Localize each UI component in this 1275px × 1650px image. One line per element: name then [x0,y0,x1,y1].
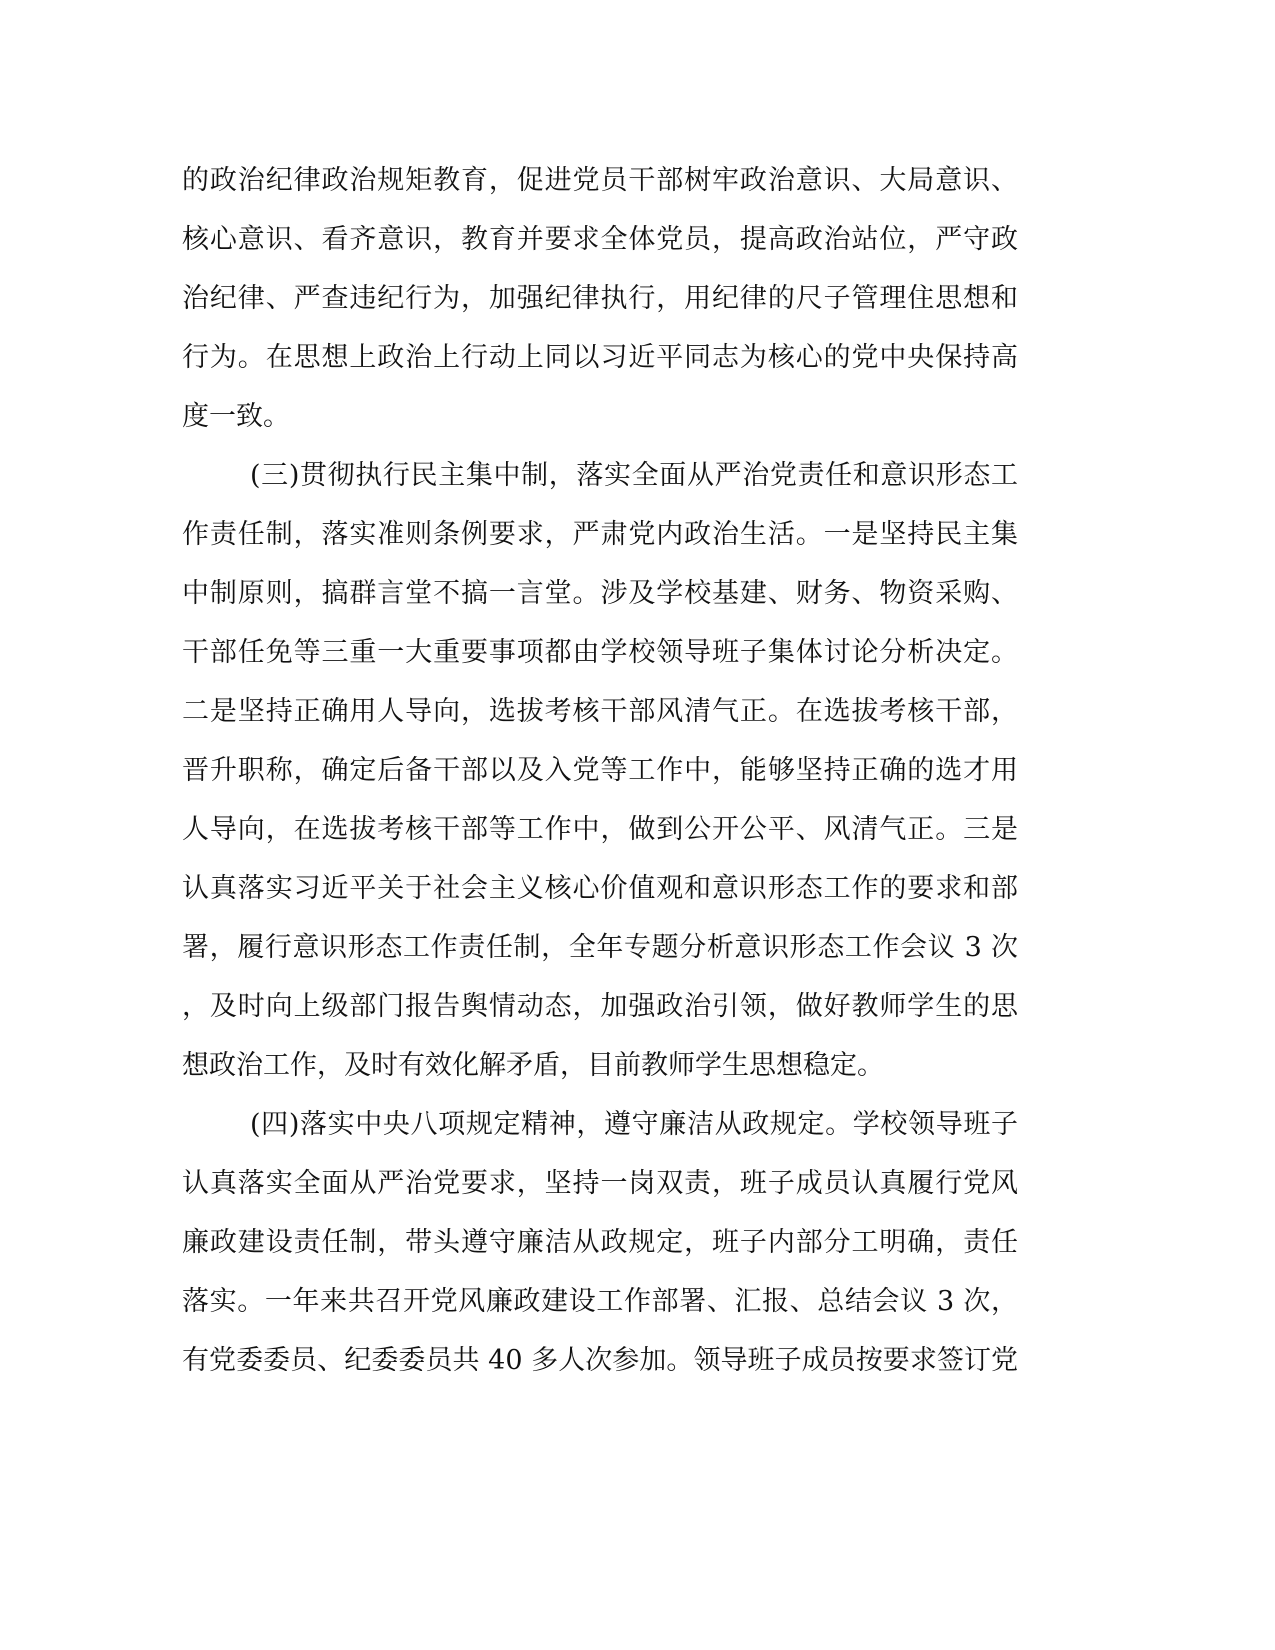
section-heading-line: (三)贯彻执行民主集中制，落实全面从严治党责任和意识形态工 [250,460,1018,491]
section-heading-line: (四)落实中央八项规定精神，遵守廉洁从政规定。学校领导班子 [250,1109,1018,1140]
text-line: 廉政建设责任制，带头遵守廉洁从政规定，班子内部分工明确，责任 [182,1227,1018,1258]
paragraph-eight-regulations [182,1095,1018,1390]
text-line: 晋升职称，确定后备干部以及入党等工作中，能够坚持正确的选才用 [182,755,1018,786]
text-line: 核心意识、看齐意识，教育并要求全体党员，提高政治站位，严守政 [182,224,1018,255]
text-line: 治纪律、严查违纪行为，加强纪律执行，用纪律的尺子管理住思想和 [182,283,1018,314]
text-line: 行为。在思想上政治上行动上同以习近平同志为核心的党中央保持高 [182,342,1018,373]
paragraph-democratic-centralism [182,446,1018,1095]
text-line: ，及时向上级部门报告舆情动态，加强政治引领，做好教师学生的思 [182,991,1018,1022]
text-line: 有党委委员、纪委委员共 40 多人次参加。领导班子成员按要求签订党 [182,1345,1018,1376]
text-line: 作责任制，落实准则条例要求，严肃党内政治生活。一是坚持民主集 [182,519,1018,550]
paragraph-political-discipline [182,151,1018,446]
text-line: 落实。一年来共召开党风廉政建设工作部署、汇报、总结会议 3 次， [182,1286,1018,1317]
text-line: 二是坚持正确用人导向，选拔考核干部风清气正。在选拔考核干部， [182,696,1018,727]
text-line: 想政治工作，及时有效化解矛盾，目前教师学生思想稳定。 [182,1050,884,1081]
text-line: 的政治纪律政治规矩教育，促进党员干部树牢政治意识、大局意识、 [182,165,1018,196]
text-line: 认真落实习近平关于社会主义核心价值观和意识形态工作的要求和部 [182,873,1018,904]
text-line: 度一致。 [182,401,290,432]
text-line: 干部任免等三重一大重要事项都由学校领导班子集体讨论分析决定。 [182,637,1018,668]
text-line: 人导向，在选拔考核干部等工作中，做到公开公平、风清气正。三是 [182,814,1018,845]
text-line: 署，履行意识形态工作责任制，全年专题分析意识形态工作会议 3 次 [182,932,1018,963]
text-line: 中制原则，搞群言堂不搞一言堂。涉及学校基建、财务、物资采购、 [182,578,1018,609]
document-page [182,151,1018,1390]
text-line: 认真落实全面从严治党要求，坚持一岗双责，班子成员认真履行党风 [182,1168,1018,1199]
